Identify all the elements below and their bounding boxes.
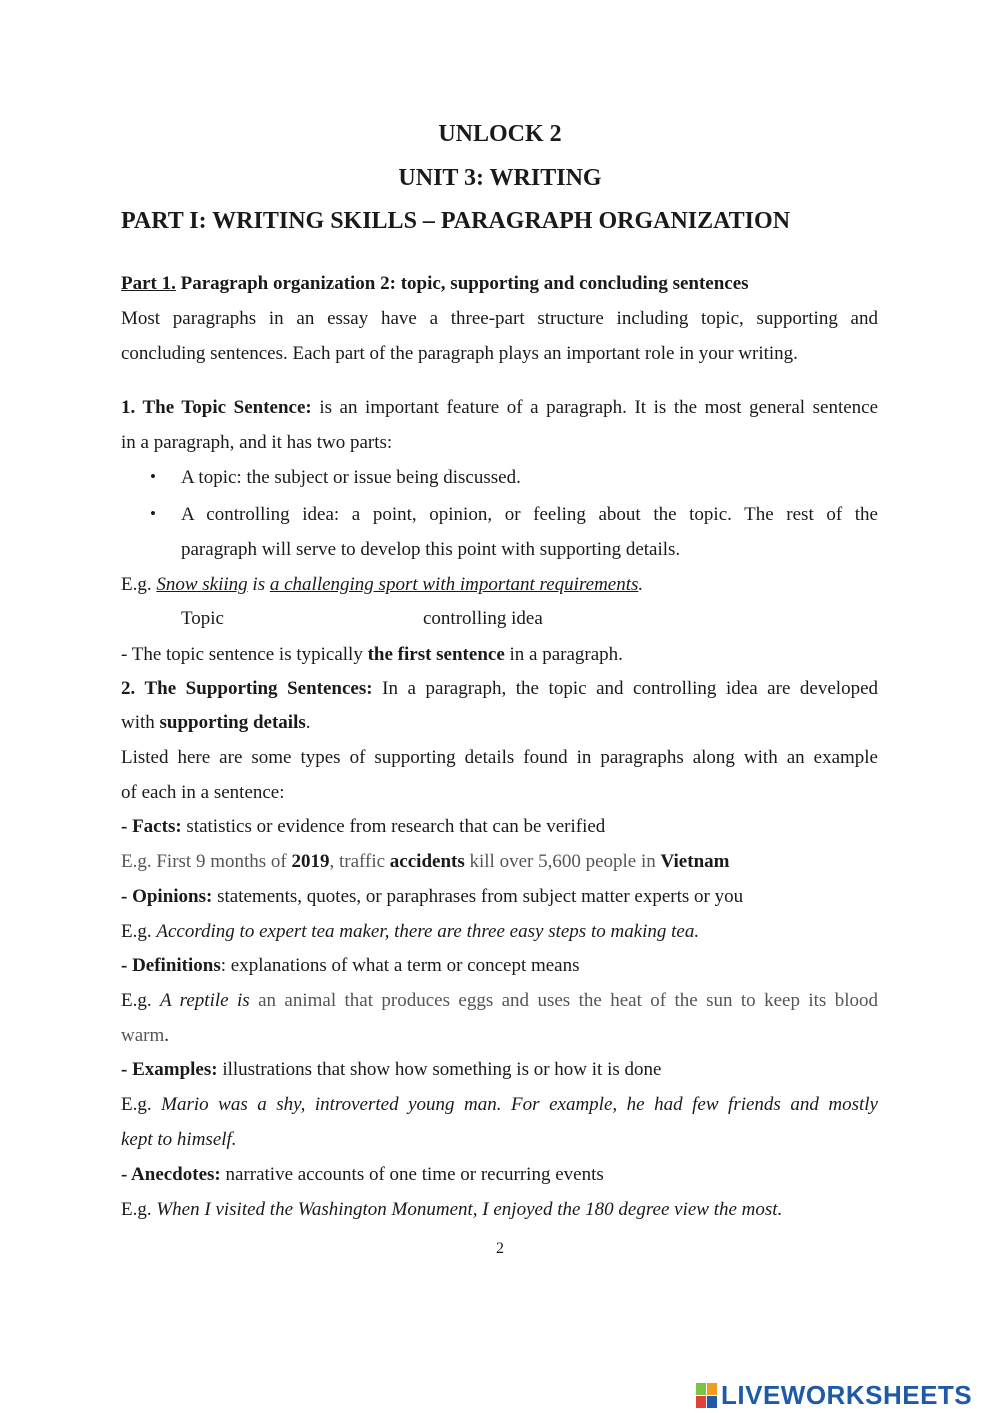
topic-line-1 — [121, 396, 878, 420]
bullet-2-line-1: A controlling idea: a point, opinion, or feeling about the topic. The rest of the — [181, 504, 878, 525]
facts-eg-vietnam: Vietnam — [660, 851, 730, 872]
logo-mark-red — [696, 1396, 706, 1408]
facts-eg-part-3: kill over 5,600 people in — [469, 851, 656, 872]
examples-item — [121, 1058, 878, 1082]
definitions-example-line-2 — [121, 1024, 878, 1048]
title-part: PART I: WRITING SKILLS – PARAGRAPH ORGANIZATION — [121, 208, 791, 234]
eg-controlling-idea: a challenging sport with important requirements — [269, 574, 639, 595]
examples-text: illustrations that show how something is or how it is done — [222, 1059, 662, 1080]
logo-mark-green — [696, 1383, 706, 1395]
support-heading: 2. The Supporting Sentences: — [121, 678, 373, 699]
part1-heading — [121, 272, 878, 296]
part1-label: Part 1. — [121, 273, 176, 294]
opinions-eg-prefix: E.g. — [121, 921, 152, 942]
logo-mark-orange — [707, 1383, 717, 1395]
listed-line-1: Listed here are some types of supporting details found in paragraphs along with an example — [121, 747, 878, 768]
liveworksheets-logo — [696, 1380, 972, 1410]
examples-example-line-1 — [121, 1093, 878, 1117]
opinions-label: - Opinions: — [121, 886, 213, 907]
definitions-item — [121, 954, 878, 978]
eg-prefix: E.g. — [121, 574, 152, 595]
opinions-eg-text: According to expert tea maker, there are three easy steps to making tea. — [156, 921, 700, 942]
opinions-item — [121, 885, 878, 909]
definitions-eg-prefix: E.g. — [121, 990, 152, 1011]
definitions-example-line-1 — [121, 989, 878, 1013]
support-line-2 — [121, 711, 878, 735]
support-line-2-post: . — [305, 712, 311, 733]
facts-item — [121, 815, 878, 839]
definitions-eg-end: . — [164, 1025, 170, 1046]
examples-example-line-2: kept to himself. — [121, 1129, 237, 1150]
anecdotes-label: - Anecdotes: — [121, 1164, 221, 1185]
logo-mark-blue — [707, 1396, 717, 1408]
support-line-1-rest: In a paragraph, the topic and controlling idea are developed — [382, 678, 879, 699]
support-line-2-pre: with — [121, 712, 155, 733]
topic-line-2: in a paragraph, and it has two parts: — [121, 432, 393, 453]
support-line-2-bold: supporting details — [159, 712, 306, 733]
topic-note — [121, 643, 878, 667]
label-controlling-idea: controlling idea — [423, 608, 543, 629]
support-line-1 — [121, 677, 878, 701]
topic-line-1-rest: is an important feature of a paragraph. It is the most general sentence — [319, 397, 879, 418]
opinions-text: statements, quotes, or paraphrases from subject matter experts or you — [217, 886, 744, 907]
facts-eg-part-1: E.g. First 9 months of — [121, 851, 287, 872]
topic-example — [121, 573, 878, 597]
label-topic: Topic — [181, 608, 224, 629]
bullet-1: A topic: the subject or issue being discussed. — [181, 467, 521, 488]
opinions-example — [121, 920, 878, 944]
bullet-dot-2: • — [150, 504, 156, 523]
anecdotes-eg-text: When I visited the Washington Monument, I enjoyed the 180 degree view the most. — [156, 1199, 783, 1220]
eg-is: is — [252, 574, 266, 595]
facts-text: statistics or evidence from research that can be verified — [186, 816, 606, 837]
note-pre: - The topic sentence is typically — [121, 644, 363, 665]
anecdotes-text: narrative accounts of one time or recurring events — [225, 1164, 604, 1185]
bullet-2-line-2: paragraph will serve to develop this point with supporting details. — [181, 539, 681, 560]
facts-eg-accidents: accidents — [389, 851, 465, 872]
topic-heading: 1. The Topic Sentence: — [121, 397, 312, 418]
definitions-eg-italic: A reptile is — [160, 990, 250, 1011]
listed-line-2: of each in a sentence: — [121, 782, 285, 803]
logo-mark-icon — [696, 1383, 717, 1408]
facts-label: - Facts: — [121, 816, 182, 837]
intro-line-1: Most paragraphs in an essay have a three-part structure including topic, supporting and — [121, 308, 878, 329]
eg-topic: Snow skiing — [156, 574, 248, 595]
part1-title: Paragraph organization 2: topic, supporting and concluding sentences — [180, 273, 749, 294]
title-unlock: UNLOCK 2 — [438, 121, 562, 147]
title-unit: UNIT 3: WRITING — [398, 165, 602, 191]
logo-text: LIVEWORKSHEETS — [721, 1379, 973, 1410]
definitions-text: : explanations of what a term or concept means — [220, 955, 580, 976]
eg-end: . — [638, 574, 644, 595]
facts-eg-year: 2019 — [291, 851, 330, 872]
anecdotes-example — [121, 1198, 878, 1222]
definitions-eg-warm: warm — [121, 1025, 165, 1046]
anecdotes-item — [121, 1163, 878, 1187]
note-bold: the first sentence — [367, 644, 505, 665]
anecdotes-eg-prefix: E.g. — [121, 1199, 152, 1220]
bullet-dot-1: • — [150, 467, 156, 486]
examples-eg-prefix: E.g. — [121, 1094, 152, 1115]
intro-line-2: concluding sentences. Each part of the paragraph plays an important role in your writing. — [121, 343, 798, 364]
examples-label: - Examples: — [121, 1059, 218, 1080]
examples-eg-text: Mario was a shy, introverted young man. For example, he had few friends and mostly — [161, 1094, 878, 1115]
definitions-eg-text: an animal that produces eggs and uses the heat of the sun to keep its blood — [258, 990, 878, 1011]
page-number: 2 — [496, 1240, 504, 1257]
definitions-label: - Definitions — [121, 955, 221, 976]
note-post: in a paragraph. — [509, 644, 623, 665]
facts-example — [121, 850, 878, 874]
facts-eg-part-2: , traffic — [329, 851, 386, 872]
